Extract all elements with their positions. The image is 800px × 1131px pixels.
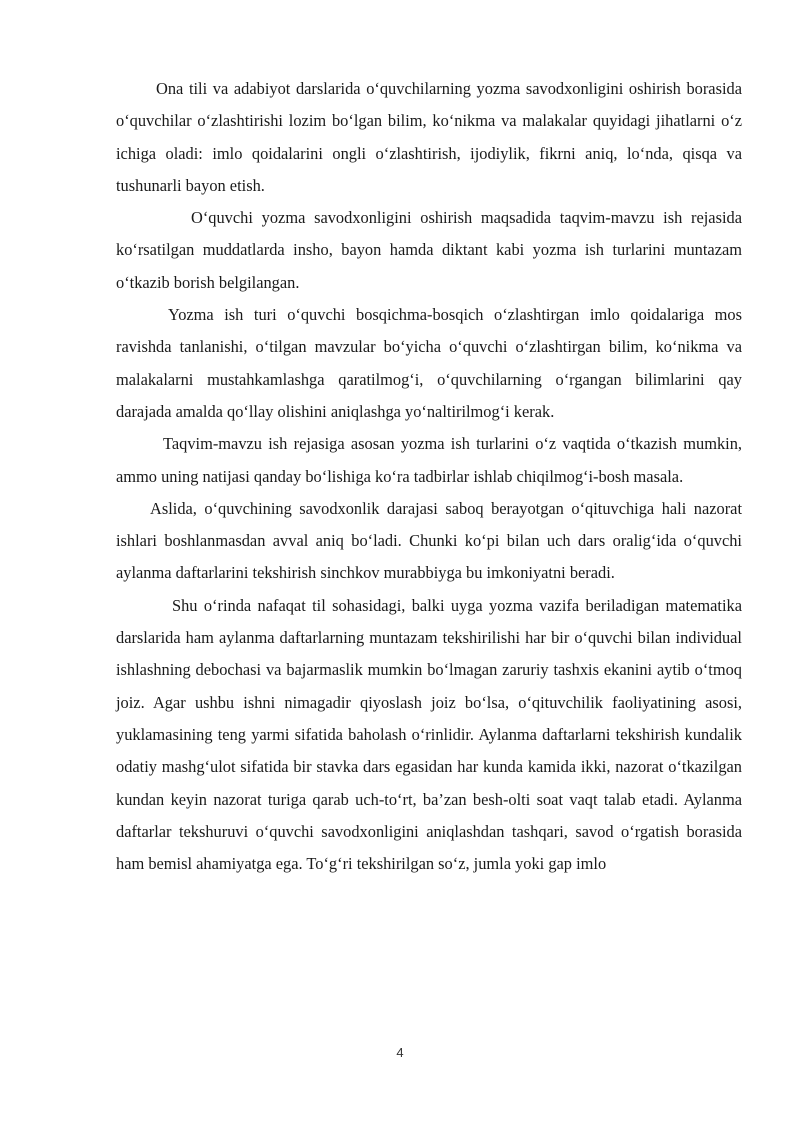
paragraph-5: Aslida, o‘quvchining savodxonlik darajasi saboq berayotgan o‘qituvchiga hali nazorat ishlari boshlanmasdan avval aniq bo‘ladi. Chunki ko‘pi bilan uch dars oralig‘ida o‘quvchi aylanma daftarlarini tekshirish sinchkov murabbiyga bu imkoniyatni beradi.	[116, 498, 742, 583]
paragraph-3: Yozma ish turi o‘quvchi bosqichma-bosqich o‘zlashtirgan imlo qoidalariga mos ravishda tanlanishi, o‘tilgan mavzular bo‘yicha o‘quvchi o‘zlashtirgan bilim, ko‘nikma va malakalarni mustahkamlashga qaratilmog‘i, o‘quvchilarning o‘rgangan bilimlarini qay darajada amalda qo‘llay olishini aniqlashga yo‘naltirilmog‘i kerak.	[116, 305, 742, 421]
paragraph-6: Shu o‘rinda nafaqat til sohasidagi, balki uyga yozma vazifa beriladigan matematika darslarida ham aylanma daftarlarning muntazam tekshirilishi har bir o‘quvchi bilan individual ishlashning debochasi va bajarmaslik mumkin bo‘lmagan zaruriy tashxis ekanini aytib o‘tmoq joiz. Agar ushbu ishni nimagadir qiyoslash joiz bo‘lsa, o‘qituvchilik faoliyatining asosi, yuklamasining teng yarmi sifatida baholash o‘rinlidir. Aylanma daftarlarni tekshirish kundalik odatiy mashg‘ulot sifatida bir stavka dars egasidan har kunda kamida ikki, nazorat o‘tkazilgan kundan keyin nazorat turiga qarab uch-to‘rt, ba’zan besh-olti soat vaqt talab etadi. Aylanma daftarlar tekshuruvi o‘quvchi savodxonligini aniqlashdan tashqari, savod o‘rgatish borasida ham bemisl ahamiyatga ega. To‘g‘ri tekshirilgan so‘z, jumla yoki gap imlo	[116, 595, 742, 874]
paragraph-4: Taqvim-mavzu ish rejasiga asosan yozma ish turlarini o‘z vaqtida o‘tkazish mumkin, ammo uning natijasi qanday bo‘lishiga ko‘ra tadbirlar ishlab chiqilmog‘i-bosh masala.	[116, 434, 742, 486]
page-number: 4	[396, 1045, 404, 1060]
document-body	[116, 73, 742, 880]
paragraph-1: Ona tili va adabiyot darslarida o‘quvchilarning yozma savodxonligini oshirish borasida o‘quvchilar o‘zlashtirishi lozim bo‘lgan bilim, ko‘nikma va malakalar quyidagi jihatlarni o‘z ichiga oladi: imlo qoidalarini ongli o‘zlashtirish, ijodiylik, fikrni aniq, lo‘nda, qisqa va tushunarli bayon etish.	[116, 79, 742, 195]
paragraph-2: O‘quvchi yozma savodxonligini oshirish maqsadida taqvim-mavzu ish rejasida ko‘rsatilgan muddatlarda insho, bayon hamda diktant kabi yozma ish turlarini muntazam o‘tkazib borish belgilangan.	[116, 208, 742, 292]
